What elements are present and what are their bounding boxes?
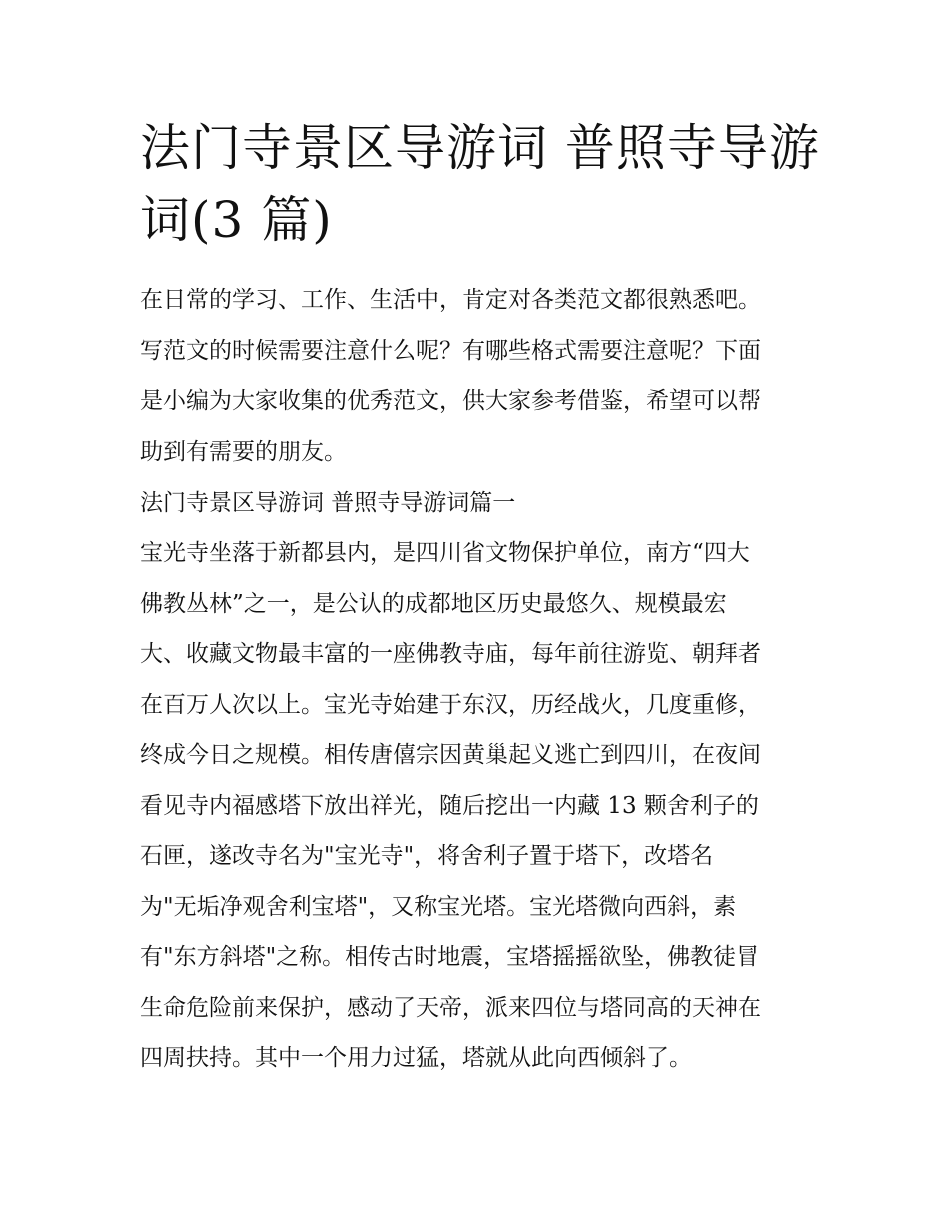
intro-line: 在日常的学习、工作、生活中，肯定对各类范文都很熟悉吧。 (140, 287, 761, 313)
chapter-line: 宝光寺坐落于新都县内，是四川省文物保护单位，南方“四大 (140, 540, 750, 566)
chapter-line: 有"东方斜塔"之称。相传古时地震，宝塔摇摇欲坠，佛教徒冒 (140, 944, 760, 970)
chapter-line: 石匣，遂改寺名为"宝光寺"，将舍利子置于塔下，改塔名 (140, 843, 714, 869)
chapter-line: 四周扶持。其中一个用力过猛，塔就从此向西倾斜了。 (140, 1045, 692, 1071)
chapter-line: 为"无垢净观舍利宝塔"，又称宝光塔。宝光塔微向西斜，素 (140, 893, 737, 920)
intro-line: 是小编为大家收集的优秀范文，供大家参考借鉴，希望可以帮 (140, 388, 761, 414)
chapter-line: 看见寺内福感塔下放出祥光，随后挖出一内藏 13 颗舍利子的 (140, 792, 759, 819)
intro-line: 助到有需要的朋友。 (140, 438, 347, 465)
title-line: 词(3 篇) (140, 191, 333, 249)
intro-paragraph (140, 275, 820, 477)
intro-line: 写范文的时候需要注意什么呢？有哪些格式需要注意呢？下面 (140, 337, 761, 364)
title-line: 法门寺景区导游词 普照寺导游 (140, 119, 820, 177)
chapter-line: 大、收藏文物最丰富的一座佛教寺庙，每年前往游览、朝拜者 (140, 641, 761, 667)
document-title (140, 112, 820, 256)
chapter-paragraph (140, 528, 820, 1084)
chapter-line: 终成今日之规模。相传唐僖宗因黄巢起义逃亡到四川，在夜间 (140, 742, 761, 768)
section-heading: 法门寺景区导游词 普照寺导游词篇一 (140, 490, 516, 516)
chapter-line: 佛教丛林”之一，是公认的成都地区历史最悠久、规模最宏 (140, 590, 727, 617)
chapter-line: 在百万人次以上。宝光寺始建于东汉，历经战火，几度重修， (140, 691, 761, 718)
chapter-line: 生命危险前来保护，感动了天帝，派来四位与塔同高的天神在 (140, 994, 761, 1021)
